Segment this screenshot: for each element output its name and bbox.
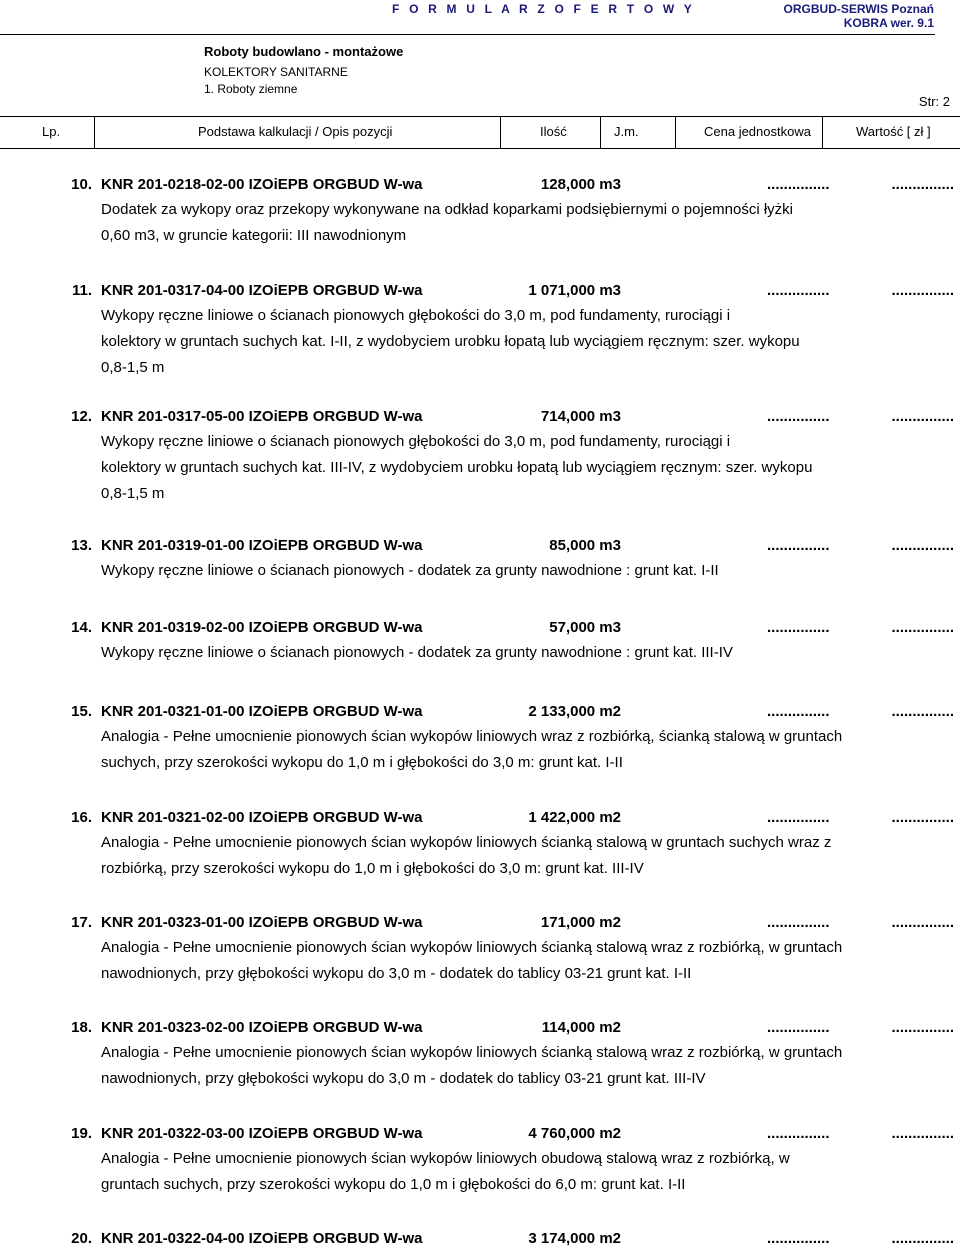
item-quantity: 57,000 m3 [549, 619, 621, 636]
column-header-unit-price: Cena jednostkowa [704, 124, 811, 139]
column-divider [500, 116, 501, 148]
description-line: Dodatek za wykopy oraz przekopy wykonywane na odkład koparkami podsiębiernymi o pojemności łyżki [101, 201, 793, 218]
page-number: Str: 2 [918, 94, 950, 109]
software-version: KOBRA wer. 9.1 [843, 16, 934, 30]
description-line: Analogia - Pełne umocnienie pionowych ścian wykopów liniowych wraz z rozbiórką, ścianką stalową w gruntach [101, 728, 843, 745]
description-line: Analogia - Pełne umocnienie pionowych ścian wykopów liniowych ścianką stalową w gruntach suchych wraz z [101, 834, 832, 851]
item-code: KNR 201-0218-02-00 IZOiEPB ORGBUD W-wa [101, 176, 423, 193]
item-value-placeholder: ............... [891, 703, 954, 720]
item-number: 17. [71, 914, 92, 931]
item-code: KNR 201-0322-04-00 IZOiEPB ORGBUD W-wa [101, 1230, 423, 1247]
item-unit-price-placeholder: ............... [767, 619, 830, 636]
item-number: 16. [71, 809, 92, 826]
item-number: 11. [71, 282, 92, 299]
item-number: 15. [71, 703, 92, 720]
section-title: 1. Roboty ziemne [204, 82, 298, 96]
column-divider [600, 116, 601, 148]
item-quantity: 1 422,000 m2 [528, 809, 621, 826]
description-line: Analogia - Pełne umocnienie pionowych ścian wykopów liniowych ścianką stalową wraz z rozbiórką, w gruntach [101, 939, 843, 956]
item-quantity: 85,000 m3 [549, 537, 621, 554]
item-value-placeholder: ............... [891, 176, 954, 193]
description-line: Wykopy ręczne liniowe o ścianach pionowych głębokości do 3,0 m, pod fundamenty, rurociągi i [101, 433, 731, 450]
project-subtitle: KOLEKTORY SANITARNE [204, 65, 348, 79]
column-header-bottom-rule [0, 148, 960, 149]
item-code: KNR 201-0317-04-00 IZOiEPB ORGBUD W-wa [101, 282, 423, 299]
item-unit-price-placeholder: ............... [767, 703, 830, 720]
item-description [101, 303, 800, 381]
project-title: Roboty budowlano - montażowe [204, 44, 404, 59]
item-number: 18. [71, 1019, 92, 1036]
item-quantity: 2 133,000 m2 [528, 703, 621, 720]
item-value-placeholder: ............... [891, 1019, 954, 1036]
item-number: 10. [71, 176, 92, 193]
item-unit-price-placeholder: ............... [767, 537, 830, 554]
item-quantity: 1 071,000 m3 [528, 282, 621, 299]
item-description [101, 197, 793, 249]
column-divider [822, 116, 823, 148]
item-description [101, 724, 842, 776]
item-value-placeholder: ............... [891, 914, 954, 931]
item-unit-price-placeholder: ............... [767, 914, 830, 931]
column-header-unit: J.m. [614, 124, 639, 139]
form-title: F O R M U L A R Z O F E R T O W Y [392, 2, 695, 16]
column-header-qty: Ilość [540, 124, 567, 139]
item-quantity: 4 760,000 m2 [528, 1125, 621, 1142]
description-line: 0,60 m3, w gruncie kategorii: III nawodnionym [101, 227, 407, 244]
description-line: rozbiórką, przy szerokości wykopu do 1,0 m i głębokości do 3,0 m: grunt kat. III-IV [101, 860, 644, 877]
description-line: Wykopy ręczne liniowe o ścianach pionowych - dodatek za grunty nawodnione : grunt kat. I-II [101, 562, 719, 579]
description-line: 0,8-1,5 m [101, 485, 165, 502]
description-line: gruntach suchych, przy szerokości wykopu do 1,0 m i głębokości do 6,0 m: grunt kat. I-II [101, 1176, 686, 1193]
item-code: KNR 201-0321-01-00 IZOiEPB ORGBUD W-wa [101, 703, 423, 720]
description-line: 0,8-1,5 m [101, 359, 165, 376]
item-number: 12. [71, 408, 92, 425]
company-name: ORGBUD-SERWIS Poznań [783, 2, 934, 16]
item-code: KNR 201-0319-01-00 IZOiEPB ORGBUD W-wa [101, 537, 423, 554]
description-line: kolektory w gruntach suchych kat. III-IV, z wydobyciem urobku łopatą lub wyciągiem ręcznym: szer. wykopu [101, 459, 813, 476]
item-unit-price-placeholder: ............... [767, 1230, 830, 1247]
item-code: KNR 201-0323-02-00 IZOiEPB ORGBUD W-wa [101, 1019, 423, 1036]
item-quantity: 128,000 m3 [540, 176, 621, 193]
item-value-placeholder: ............... [891, 408, 954, 425]
item-unit-price-placeholder: ............... [767, 1019, 830, 1036]
item-description [101, 429, 812, 507]
item-description [101, 830, 831, 882]
header-rule [0, 34, 935, 35]
description-line: suchych, przy szerokości wykopu do 1,0 m i głębokości do 3,0 m: grunt kat. I-II [101, 754, 623, 771]
item-unit-price-placeholder: ............... [767, 809, 830, 826]
item-number: 19. [71, 1125, 92, 1142]
column-divider [675, 116, 676, 148]
item-value-placeholder: ............... [891, 537, 954, 554]
item-quantity: 114,000 m2 [541, 1019, 621, 1036]
item-value-placeholder: ............... [891, 809, 954, 826]
item-code: KNR 201-0319-02-00 IZOiEPB ORGBUD W-wa [101, 619, 423, 636]
item-number: 20. [71, 1230, 92, 1247]
item-description [101, 558, 719, 584]
description-line: Analogia - Pełne umocnienie pionowych ścian wykopów liniowych obudową stalową wraz z rozbiórką, w [101, 1150, 790, 1167]
column-header-basis: Podstawa kalkulacji / Opis pozycji [198, 124, 393, 139]
item-value-placeholder: ............... [891, 1230, 954, 1247]
column-divider [94, 116, 95, 148]
item-code: KNR 201-0317-05-00 IZOiEPB ORGBUD W-wa [101, 408, 423, 425]
item-code: KNR 201-0322-03-00 IZOiEPB ORGBUD W-wa [101, 1125, 423, 1142]
description-line: Analogia - Pełne umocnienie pionowych ścian wykopów liniowych ścianką stalową wraz z rozbiórką, w gruntach [101, 1044, 843, 1061]
description-line: kolektory w gruntach suchych kat. I-II, z wydobyciem urobku łopatą lub wyciągiem ręcznym: szer. wykopu [101, 333, 800, 350]
description-line: nawodnionych, przy głębokości wykopu do 3,0 m - dodatek do tablicy 03-21 grunt kat. III-IV [101, 1070, 706, 1087]
item-description [101, 1146, 790, 1198]
item-number: 13. [71, 537, 92, 554]
item-description [101, 1040, 842, 1092]
item-unit-price-placeholder: ............... [767, 408, 830, 425]
column-header-value: Wartość [ zł ] [856, 124, 931, 139]
item-quantity: 3 174,000 m2 [528, 1230, 621, 1247]
item-quantity: 714,000 m3 [540, 408, 621, 425]
description-line: Wykopy ręczne liniowe o ścianach pionowych - dodatek za grunty nawodnione : grunt kat. III-IV [101, 644, 733, 661]
item-value-placeholder: ............... [891, 1125, 954, 1142]
column-header-lp: Lp. [42, 124, 61, 139]
item-unit-price-placeholder: ............... [767, 176, 830, 193]
item-unit-price-placeholder: ............... [767, 1125, 830, 1142]
item-number: 14. [71, 619, 92, 636]
item-unit-price-placeholder: ............... [767, 282, 830, 299]
item-code: KNR 201-0323-01-00 IZOiEPB ORGBUD W-wa [101, 914, 423, 931]
item-value-placeholder: ............... [891, 619, 954, 636]
item-code: KNR 201-0321-02-00 IZOiEPB ORGBUD W-wa [101, 809, 423, 826]
item-quantity: 171,000 m2 [540, 914, 621, 931]
item-value-placeholder: ............... [891, 282, 954, 299]
item-description [101, 935, 842, 987]
item-description [101, 640, 733, 666]
description-line: nawodnionych, przy głębokości wykopu do 3,0 m - dodatek do tablicy 03-21 grunt kat. I-II [101, 965, 692, 982]
description-line: Wykopy ręczne liniowe o ścianach pionowych głębokości do 3,0 m, pod fundamenty, rurociągi i [101, 307, 731, 324]
column-header-top-rule [0, 116, 960, 117]
